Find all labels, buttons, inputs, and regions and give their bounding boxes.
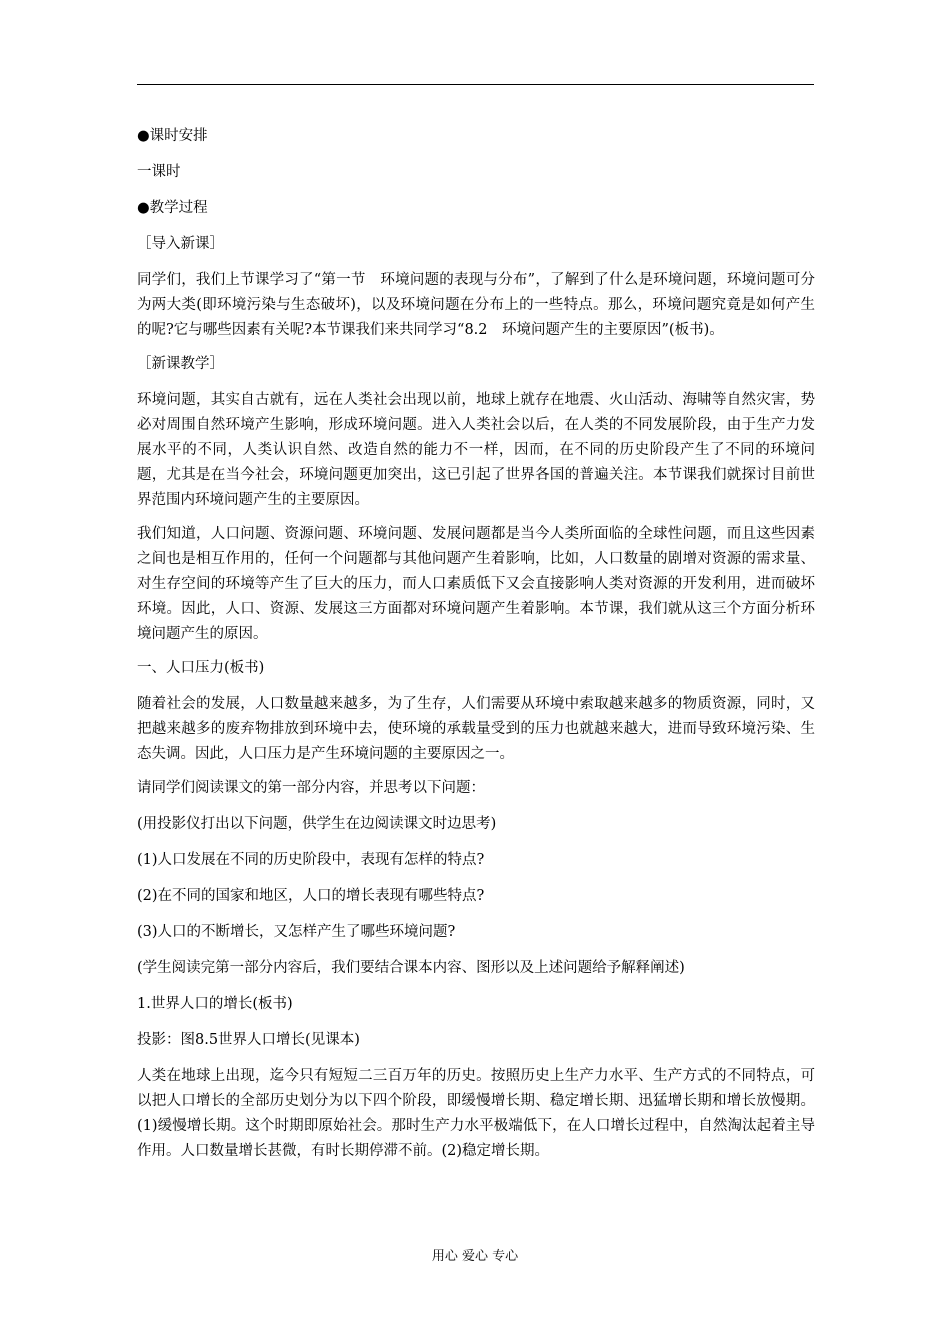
question-1: (1)人口发展在不同的历史阶段中，表现有怎样的特点? [137,852,485,868]
paragraph-population-stages: 人类在地球上出现，迄今只有短短二三百万年的历史。按照历史上生产力水平、生产方式的不同特点，可以把人口增长的全部历史划分为以下四个阶段，即缓慢增长期、稳定增长期、迅猛增长期和增长放慢期。(1)缓慢增长期。这个时期即原始社会。那时生产力水平极端低下，在人口增长过程中，自然淘汰起着主导作用。人口数量增长甚微，有时长期停滞不前。(2)稳定增长期。 [137,1068,815,1159]
explanation-note: (学生阅读完第一部分内容后，我们要结合课本内容、图形以及上述问题给予解释阐述) [137,960,685,976]
paragraph-intro: 同学们，我们上节课学习了“第一节 环境问题的表现与分布”，了解到了什么是环境问题，环境问题可分为两大类(即环境污染与生态破坏)，以及环境问题在分布上的一些特点。那么，环境问题究竟是如何产生的呢?它与哪些因素有关呢?本节课我们来共同学习“8.2 环境问题产生的主要原因”(板书)。 [137,272,815,338]
reading-instruction: 请同学们阅读课文的第一部分内容，并思考以下问题： [137,780,485,796]
projector-note: (用投影仪打出以下问题，供学生在边阅读课文时边思考) [137,816,497,832]
heading-world-population-growth: 1.世界人口的增长(板书) [137,996,293,1012]
question-3: (3)人口的不断增长，又怎样产生了哪些环境问题? [137,924,456,940]
paragraph-environment-history: 环境问题，其实自古就有，远在人类社会出现以前，地球上就存在地震、火山活动、海啸等自然灾害，势必对周围自然环境产生影响，形成环境问题。进入人类社会以后，在人类的不同发展阶段，由于生产力发展水平的不同，人类认识自然、改造自然的能力不一样，因而，在不同的历史阶段产生了不同的环境问题，尤其是在当今社会，环境问题更加突出，这已引起了世界各国的普遍关注。本节课我们就探讨目前世界范围内环境问题产生的主要原因。 [137,392,815,508]
document-body [137,124,815,1173]
question-2: (2)在不同的国家和地区，人口的增长表现有哪些特点? [137,888,485,904]
header-rule [137,84,814,85]
heading-teaching-process: ●教学过程 [137,200,208,216]
heading-lesson-schedule: ●课时安排 [137,128,208,144]
page-footer: 用心 爱心 专心 [431,1249,519,1264]
paragraph-global-issues: 我们知道，人口问题、资源问题、环境问题、发展问题都是当今人类所面临的全球性问题，而且这些因素之间也是相互作用的，任何一个问题都与其他问题产生着影响，比如，人口数量的剧增对资源的需求量、对生存空间的环境等产生了巨大的压力，而人口素质低下又会直接影响人类对资源的开发利用，进而破坏环境。因此，人口、资源、发展这三方面都对环境问题产生着影响。本节课，我们就从这三个方面分析环境问题产生的原因。 [137,526,815,642]
section-intro-label: ［导入新课］ [137,236,224,252]
heading-population-pressure: 一、人口压力(板书) [137,660,265,676]
projection-figure-note: 投影：图8.5世界人口增长(见课本) [137,1032,360,1048]
section-new-lesson-label: ［新课教学］ [137,356,224,372]
lesson-count: 一课时 [137,164,181,180]
paragraph-population-pressure: 随着社会的发展，人口数量越来越多，为了生存，人们需要从环境中索取越来越多的物质资源，同时，又把越来越多的废弃物排放到环境中去，使环境的承载量受到的压力也就越来越大，进而导致环境污染、生态失调。因此，人口压力是产生环境问题的主要原因之一。 [137,696,815,762]
